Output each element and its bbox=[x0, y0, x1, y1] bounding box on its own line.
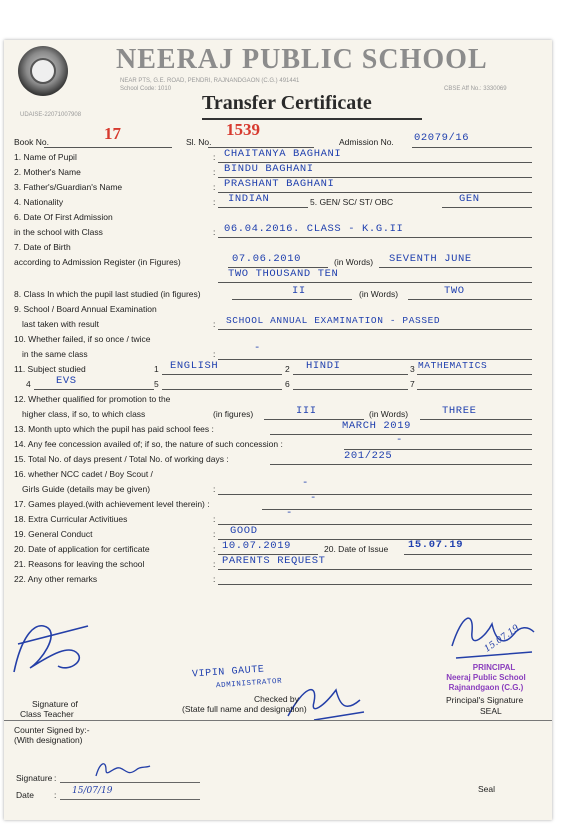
checked-by-note: (State full name and designation) bbox=[182, 704, 307, 714]
ncc-label-a: 16. whether NCC cadet / Boy Scout / bbox=[14, 469, 153, 479]
attendance-value: 201/225 bbox=[344, 450, 393, 462]
principal-stamp-city: Rajnandgaon (C.G.) bbox=[448, 683, 524, 692]
page-title: Transfer Certificate bbox=[202, 92, 372, 114]
first-admission-value: 06.04.2016. CLASS - K.G.II bbox=[224, 223, 404, 235]
games-label: 17. Games played.(with achievement level therein) : bbox=[14, 499, 210, 509]
category-label: 5. GEN/ SC/ ST/ OBC bbox=[310, 197, 394, 207]
issue-date-value: 15.07.19 bbox=[408, 539, 464, 551]
dob-label-a: 7. Date of Birth bbox=[14, 242, 71, 252]
dob-figures: 07.06.2010 bbox=[232, 253, 302, 265]
book-no-label: Book No. bbox=[14, 137, 49, 147]
father-name-value: PRASHANT BAGHANI bbox=[224, 178, 335, 190]
last-class-words: TWO bbox=[444, 285, 465, 297]
issue-date-label: 20. Date of Issue bbox=[324, 544, 389, 554]
affiliation-number: CBSE Aff No.: 3330069 bbox=[444, 86, 507, 92]
administrator-role: ADMINISTRATOR bbox=[215, 677, 283, 691]
certificate-sheet: NEERAJ PUBLIC SCHOOL NEAR PTS, G.E. ROAD, PENDRI, RAJNANDGAON (C.G.) 491441 School Code: 1010 CBSE Aff No.: 3330069 UDAISE-22071007908 Transfer Certificate Book No. 17 Sl. No. 1539 Admission No. 02079/16 1. Name of Pupil : CHAITANYA BAGHANI 2. Mother's Name : BINDU BAGHANI 3. Father's/Guardian's Name : PRASHANT BAGHANI 4. Nationality : INDIAN 5. GEN/ SC/ ST/ OBC GEN 6. Date Of First Admission in the school with Class : 06.04.2016. CLASS - K.G.II 7. Date of Birth according to Admission Register (in Figures) 07.06.2010 (in Words) SEVENTH JUNE TWO THOUSAND TEN 8. Class In which the pupil last studied (in figures) II (in Words) TWO 9. School / Board Annual Examination last taken with result : SCHOOL ANNUAL EXAMINATION - PASSED 10. Whether failed, if so once / twice in the same class : - 11. Subject studied 1 ENGLISH 2 HINDI 3 MATHEMATICS 4 EVS 5 6 7 12. Whether qualified for promotion to the higher class, if so, to which class (in figures) III (in Words) THREE 13. Month upto which the pupil has paid school fees : MARCH 2019 14. Any fee concession availed of; if so, the nature of such concession : - 15. Total No. of days present / Total No. of working days : 201/225 16. whether NCC cadet / Boy Scout / Girls Guide (details may be given) : - 17. Games played.(with achievement level therein) : - 18. Extra Curricular Activitiues : - 19. General Conduct : GOOD 20. Date of application for certificate : 10.07.2019 20. Date of Issue 15.07.19 21. Reasons for leaving the school : PARENTS REQUEST 22. Any other remarks : Signature of Class Teacher VIPIN GAUTE ADMINISTRATOR Checked by (State full name and designation) 15.07.19 PRINCIPAL Neeraj Public School Rajnandgaon (C.G.) Principal's Signature SEAL Counter Signed by:- (With designation) Signature : Date : 15/07/19 Seal bbox=[4, 40, 552, 820]
promotion-figures: III bbox=[296, 405, 317, 417]
principal-signature-label: Principal's Signature bbox=[446, 695, 524, 705]
concession-value: - bbox=[396, 434, 403, 446]
ncc-value: - bbox=[302, 477, 309, 489]
subject-2: HINDI bbox=[306, 360, 341, 372]
application-date-value: 10.07.2019 bbox=[222, 540, 292, 552]
extra-curricular-label: 18. Extra Curricular Activitiues bbox=[14, 514, 128, 524]
school-name: NEERAJ PUBLIC SCHOOL bbox=[116, 44, 488, 75]
udise-code: UDAISE-22071007908 bbox=[20, 112, 82, 118]
promotion-label-a: 12. Whether qualified for promotion to the bbox=[14, 394, 171, 404]
counter-date-value: 15/07/19 bbox=[72, 786, 113, 796]
subject-1: ENGLISH bbox=[170, 360, 219, 372]
exam-result-value: SCHOOL ANNUAL EXAMINATION - PASSED bbox=[226, 315, 441, 326]
conduct-label: 19. General Conduct bbox=[14, 529, 93, 539]
promotion-words-label: (in Words) bbox=[369, 409, 409, 419]
failed-label-a: 10. Whether failed, if so once / twice bbox=[14, 334, 151, 344]
first-admission-label-a: 6. Date Of First Admission bbox=[14, 212, 113, 222]
remarks-label: 22. Any other remarks bbox=[14, 574, 98, 584]
admission-no: 02079/16 bbox=[414, 132, 470, 144]
class-teacher-signature-icon bbox=[8, 614, 100, 684]
failed-label-b: in the same class bbox=[22, 349, 88, 359]
subject-3: MATHEMATICS bbox=[418, 360, 488, 371]
counter-signature-icon bbox=[92, 756, 152, 782]
promotion-words: THREE bbox=[442, 405, 477, 417]
games-value: - bbox=[310, 492, 317, 504]
admission-no-label: Admission No. bbox=[339, 137, 394, 147]
nationality-label: 4. Nationality bbox=[14, 197, 64, 207]
father-name-label: 3. Father's/Guardian's Name bbox=[14, 182, 123, 192]
extra-curricular-value: - bbox=[286, 507, 293, 519]
checked-by-label: Checked by bbox=[254, 694, 299, 704]
counter-signed-label: Counter Signed by:- bbox=[14, 725, 90, 735]
principal-seal-label: SEAL bbox=[480, 706, 502, 716]
dob-words-b: TWO THOUSAND TEN bbox=[228, 268, 339, 280]
book-no: 17 bbox=[104, 124, 121, 143]
administrator-name: VIPIN GAUTE bbox=[191, 664, 265, 681]
dob-label-b: according to Admission Register (in Figures) bbox=[14, 257, 181, 267]
counter-seal-label: Seal bbox=[478, 784, 496, 794]
promotion-figures-label: (in figures) bbox=[213, 409, 254, 419]
counter-date-label: Date bbox=[16, 790, 34, 800]
counter-designation-label: (With designation) bbox=[14, 735, 83, 745]
principal-signature-icon bbox=[444, 606, 544, 664]
sl-no: 1539 bbox=[226, 120, 260, 139]
teacher-signature-label-a: Signature of bbox=[32, 699, 78, 709]
dob-words-a: SEVENTH JUNE bbox=[389, 253, 472, 265]
subject-4: EVS bbox=[56, 375, 77, 387]
first-admission-label-b: in the school with Class bbox=[14, 227, 103, 237]
teacher-signature-label-b: Class Teacher bbox=[20, 709, 74, 719]
concession-label: 14. Any fee concession availed of; if so, the nature of such concession : bbox=[14, 439, 283, 449]
leaving-reason-value: PARENTS REQUEST bbox=[222, 555, 326, 567]
subjects-label: 11. Subject studied bbox=[14, 364, 86, 374]
application-date-label: 20. Date of application for certificate bbox=[14, 544, 150, 554]
principal-stamp-title: PRINCIPAL bbox=[472, 663, 516, 672]
mother-name-value: BINDU BAGHANI bbox=[224, 163, 314, 175]
category-value: GEN bbox=[459, 193, 480, 205]
principal-date: 15.07.19 bbox=[482, 623, 522, 655]
ncc-label-b: Girls Guide (details may be given) bbox=[22, 484, 151, 494]
attendance-label: 15. Total No. of days present / Total No. of working days : bbox=[14, 454, 229, 464]
last-class-words-label: (in Words) bbox=[359, 289, 399, 299]
promotion-label-b: higher class, if so, to which class bbox=[22, 409, 146, 419]
name-of-pupil-value: CHAITANYA BAGHANI bbox=[224, 148, 342, 160]
last-class-label: 8. Class In which the pupil last studied (in figures) bbox=[14, 289, 201, 299]
school-code: School Code: 1010 bbox=[120, 86, 172, 92]
exam-label-b: last taken with result bbox=[22, 319, 100, 329]
failed-value: - bbox=[254, 342, 261, 354]
last-class-figures: II bbox=[292, 285, 306, 297]
leaving-reason-label: 21. Reasons for leaving the school bbox=[14, 559, 145, 569]
nationality-value: INDIAN bbox=[228, 193, 270, 205]
dob-words-label: (in Words) bbox=[334, 257, 374, 267]
school-address: NEAR PTS, G.E. ROAD, PENDRI, RAJNANDGAON (C.G.) 491441 bbox=[120, 78, 300, 84]
fees-label: 13. Month upto which the pupil has paid school fees : bbox=[14, 424, 214, 434]
conduct-value: GOOD bbox=[230, 525, 258, 537]
exam-label-a: 9. School / Board Annual Examination bbox=[14, 304, 157, 314]
principal-stamp-school: Neeraj Public School bbox=[446, 673, 526, 682]
mother-name-label: 2. Mother's Name bbox=[14, 167, 81, 177]
fees-value: MARCH 2019 bbox=[342, 420, 412, 432]
counter-signature-label: Signature bbox=[16, 773, 53, 783]
sl-no-label: Sl. No. bbox=[186, 137, 212, 147]
name-of-pupil-label: 1. Name of Pupil bbox=[14, 152, 77, 162]
school-logo-icon bbox=[18, 46, 68, 96]
